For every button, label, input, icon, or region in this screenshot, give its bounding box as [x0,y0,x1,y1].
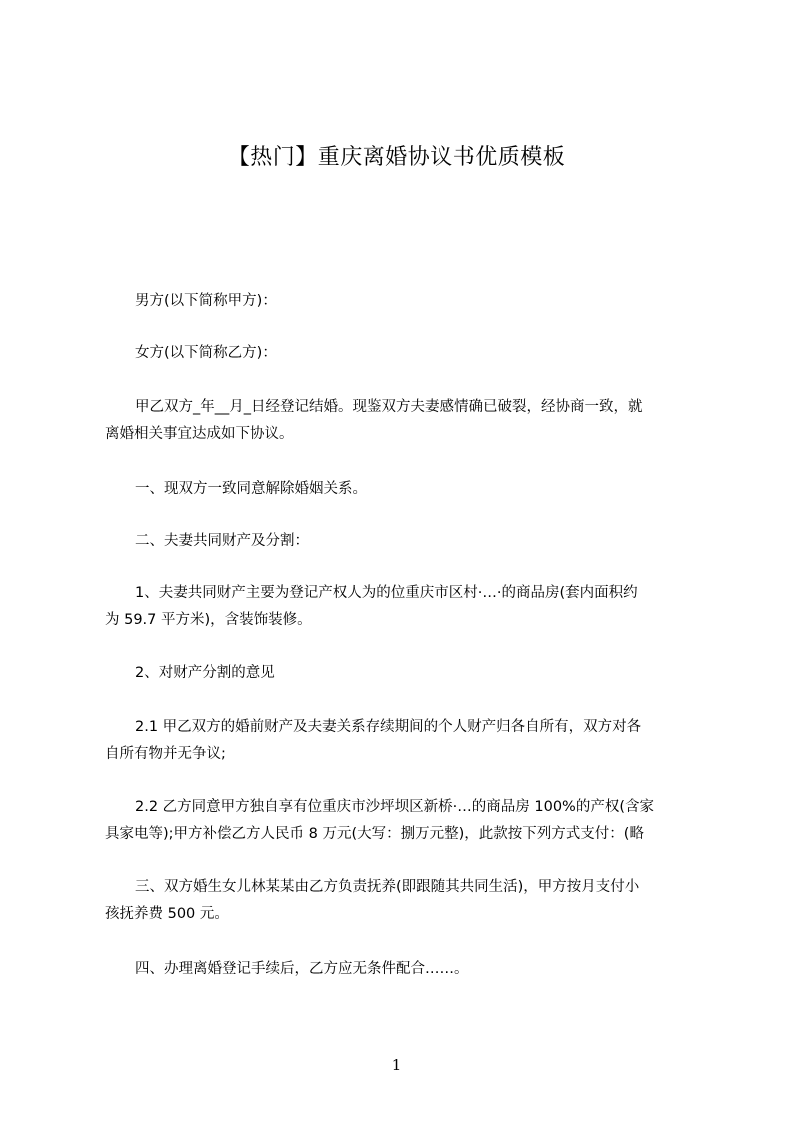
paragraph-line: 1、夫妻共同财产主要为登记产权人为的位重庆市区村·…·的商品房(套内面积约 [135,585,638,601]
paragraph-line: 2、对财产分割的意见 [135,665,275,681]
paragraph-marriage-statement [105,394,705,448]
paragraph-line: 男方(以下简称甲方)： [135,293,277,309]
paragraph-line: 2.1 甲乙双方的婚前财产及夫妻关系存续期间的个人财产归各自所有，双方对各 [135,719,642,735]
paragraph-line: 三、双方婚生女儿林某某由乙方负责抚养(即跟随其共同生活)，甲方按月支付小 [135,879,640,895]
paragraph-line: 甲乙双方_年__月_日经登记结婚。现鉴双方夫妻感情确已破裂，经协商一致，就 [135,399,643,415]
paragraph-line: 一、现双方一致同意解除婚姻关系。 [135,481,367,497]
clause-two-item-two-two [105,794,705,848]
paragraph-male-party [105,288,705,315]
clause-four [105,956,705,983]
clause-two-item-two [105,660,705,687]
paragraph-line: 具家电等);甲方补偿乙方人民币 8 万元(大写：捌万元整)，此款按下列方式支付：(略 [105,826,644,842]
paragraph-line: 离婚相关事宜达成如下协议。 [105,426,294,442]
paragraph-female-party [105,340,705,367]
clause-two-item-one [105,580,705,634]
clause-two-item-two-one [105,714,705,768]
paragraph-line: 孩抚养费 500 元。 [105,906,229,922]
paragraph-line: 2.2 乙方同意甲方独自享有位重庆市沙坪坝区新桥·…的商品房 100%的产权(含家 [135,799,654,815]
clause-two [105,528,705,555]
paragraph-line: 自所有物并无争议; [105,746,226,762]
document-title: 【热门】重庆离婚协议书优质模板 [227,145,566,170]
page-number: 1 [391,1056,402,1074]
paragraph-line: 二、夫妻共同财产及分割： [135,533,309,549]
clause-three [105,874,705,928]
paragraph-line: 为 59.7 平方米)，含装饰装修。 [105,612,312,628]
paragraph-line: 四、办理离婚登记手续后，乙方应无条件配合……。 [135,961,469,977]
paragraph-line: 女方(以下简称乙方)： [135,345,277,361]
clause-one [105,476,705,503]
